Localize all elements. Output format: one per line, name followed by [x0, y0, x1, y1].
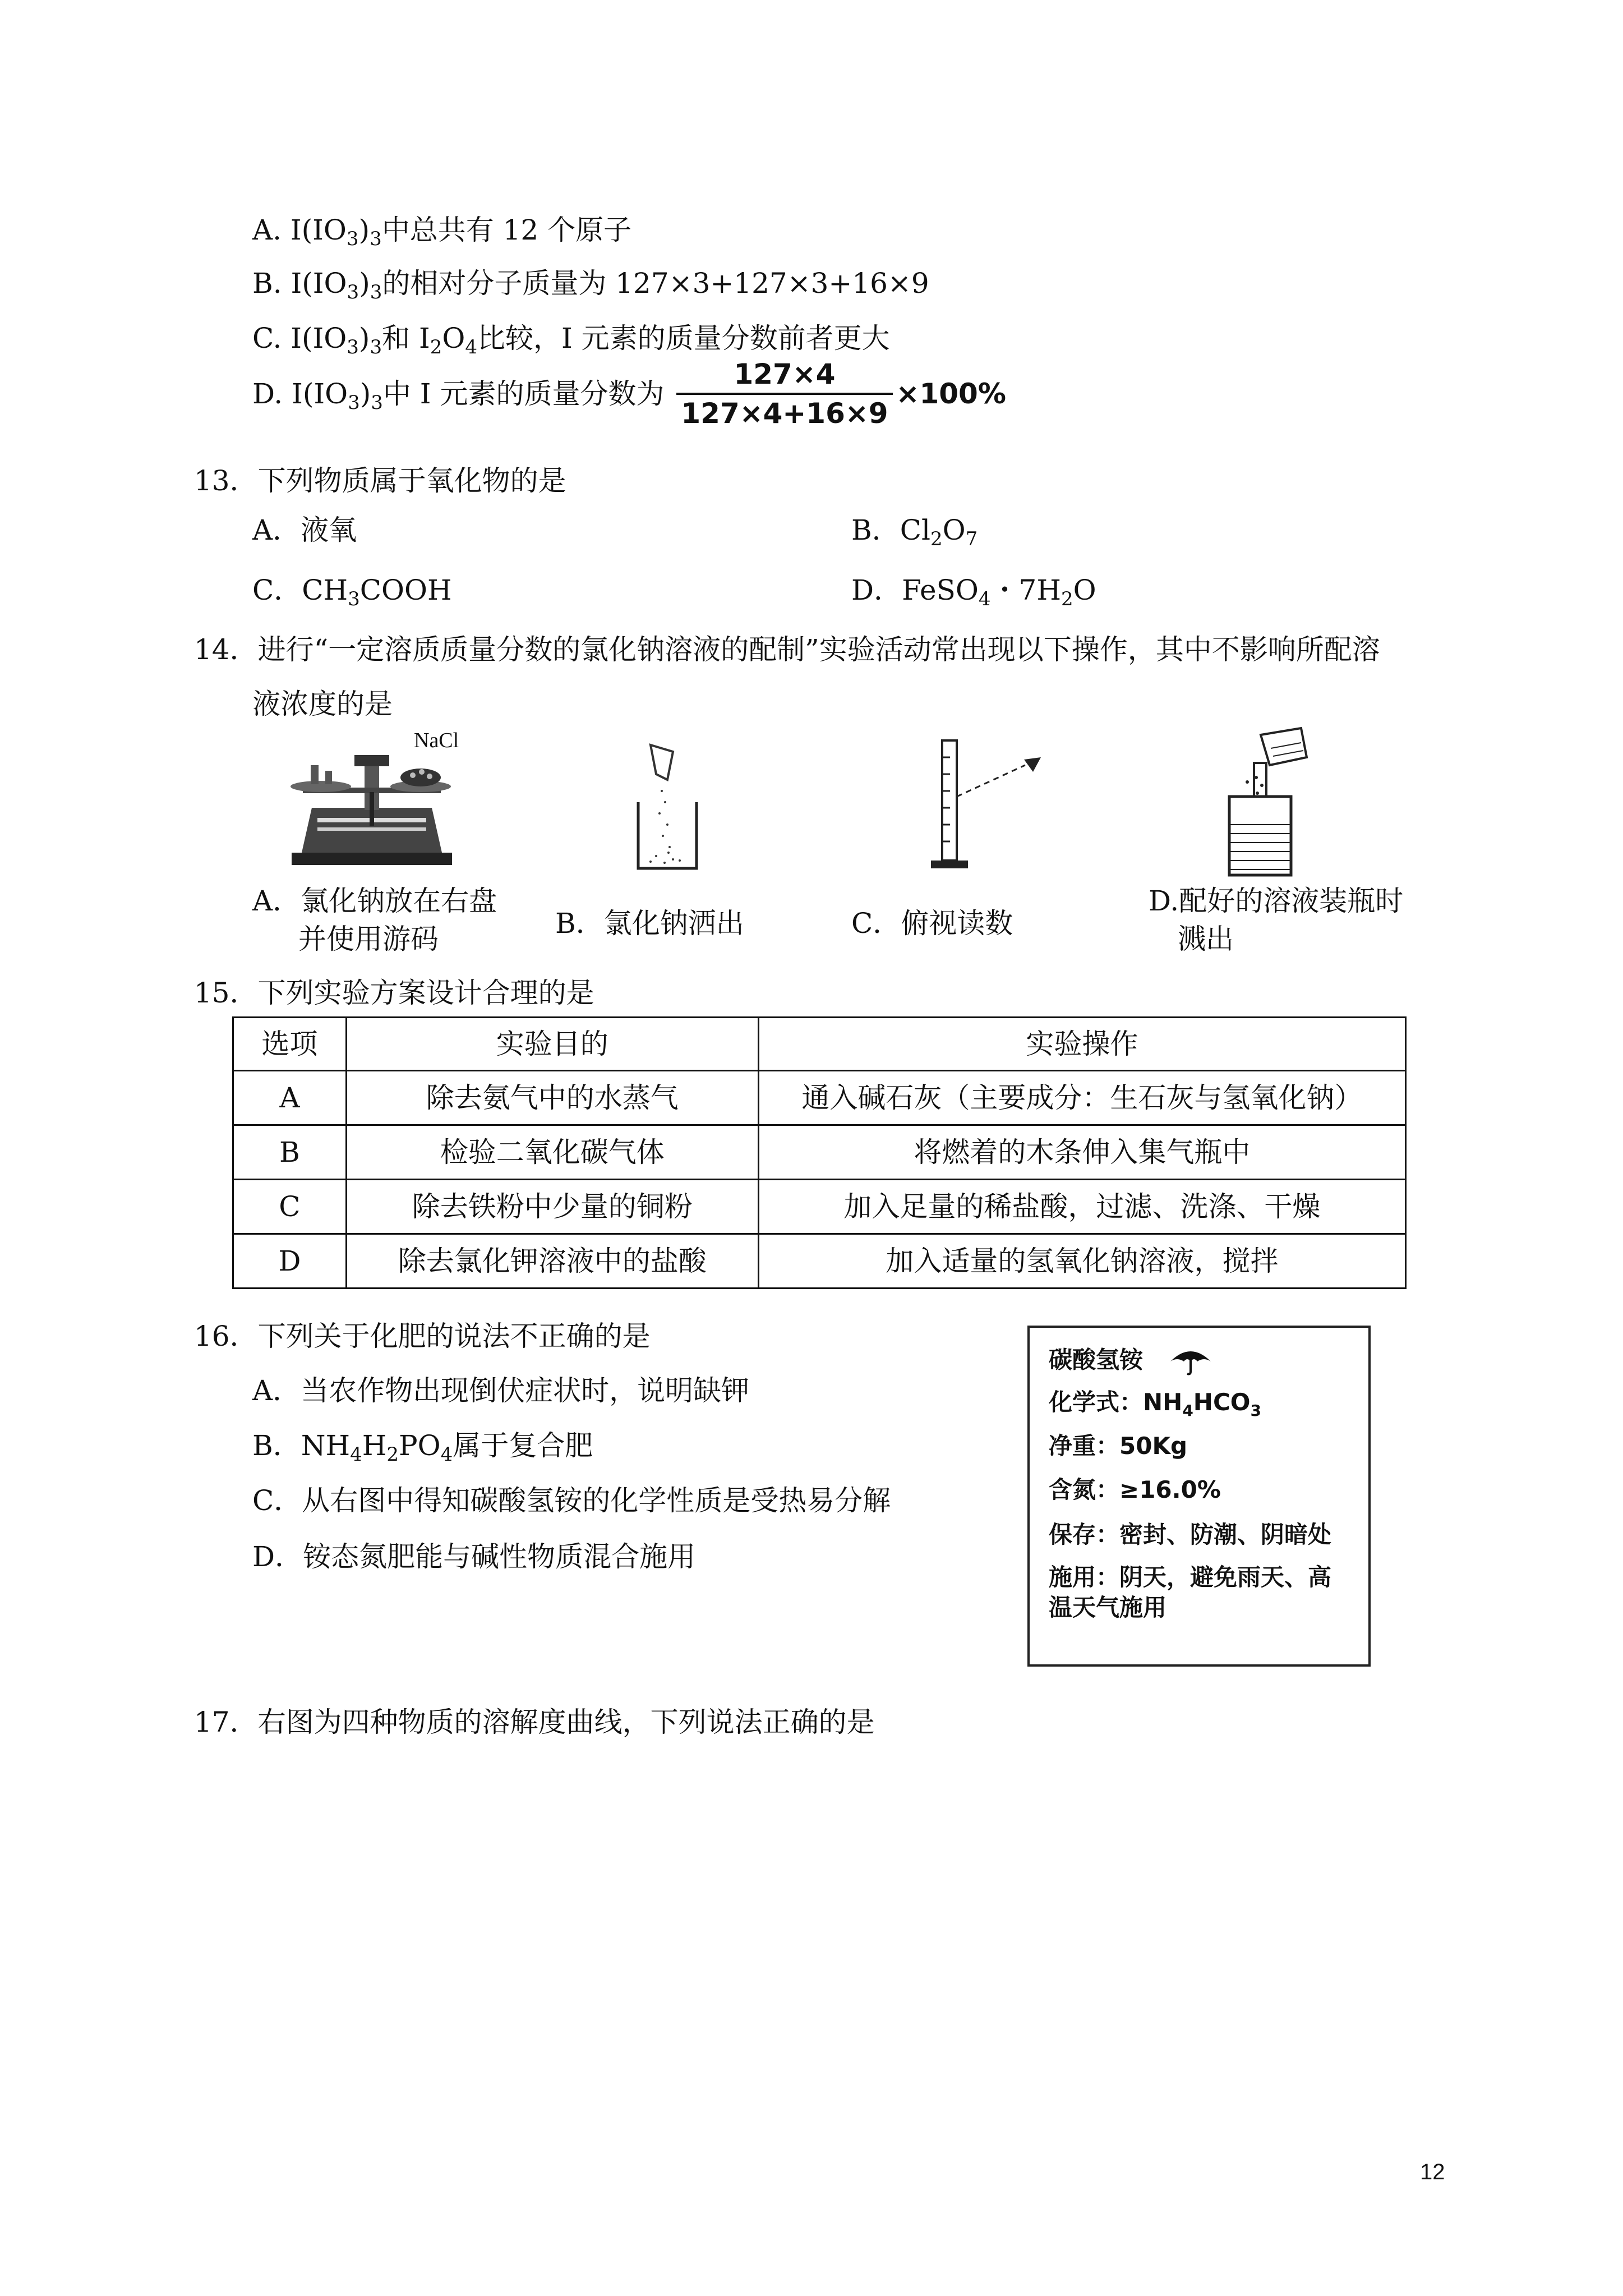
table-cell: 加入适量的氢氧化钠溶液，搅拌	[758, 1234, 1405, 1289]
label-weight: 净重：50Kg	[1049, 1432, 1188, 1460]
experiment-table	[232, 1016, 1407, 1289]
q13-option-c: C．$CH_3COOH$	[252, 574, 452, 610]
q17-stem: 17．右图为四种物质的溶解度曲线，下列说法正确的是	[194, 1706, 875, 1738]
table-cell: 通入碱石灰（主要成分：生石灰与氢氧化钠）	[758, 1071, 1405, 1125]
fraction-numerator: 127×4	[676, 360, 892, 395]
graduated-cylinder-figure	[931, 735, 1054, 875]
q13-option-b: B．$Cl_2O_7$	[851, 514, 978, 550]
table-header-cell: 实验操作	[758, 1018, 1405, 1071]
q14-stem-line1: 14．进行“一定溶质质量分数的氯化钠溶液的配制”实验活动常出现以下操作，其中不影响所配溶	[194, 633, 1380, 666]
table-cell: 加入足量的稀盐酸，过滤、洗涤、干燥	[758, 1180, 1405, 1234]
q12-option-d: D. $I(IO_3)_3$中 I 元素的质量分数为 $\frac{127\times 4}{127\times 4+16\times 9}$ ×100%	[252, 358, 1006, 430]
table-cell: 除去氨气中的水蒸气	[346, 1071, 758, 1125]
q12-option-b: B. $I(IO_3)_3$的相对分子质量为 127×3+127×3+16×9	[252, 267, 929, 303]
label-usage-line1: 施用：阴天，避免雨天、高	[1049, 1563, 1332, 1591]
table-header-row	[233, 1018, 1406, 1071]
fraction-suffix: ×100%	[896, 378, 1006, 410]
q16-option-d: D．铵态氮肥能与碱性物质混合施用	[252, 1540, 696, 1573]
q14-option-b: B．氯化钠洒出	[555, 907, 744, 940]
q12-option-a: A. $I(IO_3)_3$中总共有 12 个原子	[252, 214, 632, 250]
nacl-label: NaCl	[414, 729, 459, 752]
beaker-spill-figure	[634, 740, 701, 875]
q12-option-c: C. $I(IO_3)_3$和 $I_2O_4$比较，I 元素的质量分数前者更大	[252, 322, 890, 358]
q13-option-a: A．液氧	[252, 514, 357, 546]
label-title-row	[1049, 1347, 1213, 1376]
label-storage: 保存：密封、防潮、阴暗处	[1049, 1521, 1332, 1548]
table-cell: C	[233, 1180, 347, 1234]
mass-fraction-formula	[676, 358, 892, 430]
table-row	[233, 1125, 1406, 1180]
q13-stem: 13．下列物质属于氧化物的是	[194, 464, 566, 497]
table-cell: 除去氯化钾溶液中的盐酸	[346, 1234, 758, 1289]
fraction-denominator: 127×4+16×9	[681, 397, 888, 430]
q14-option-c: C．俯视读数	[851, 907, 1013, 940]
fertilizer-label-box	[1027, 1326, 1371, 1667]
umbrella-icon	[1168, 1347, 1213, 1376]
table-cell: D	[233, 1234, 347, 1289]
label-usage-line2: 温天气施用	[1049, 1594, 1167, 1621]
table-cell: 除去铁粉中少量的铜粉	[346, 1180, 758, 1234]
q14-option-a: A．氯化钠放在右盘 并使用游码	[252, 885, 497, 955]
table-cell: 将燃着的木条伸入集气瓶中	[758, 1125, 1405, 1180]
label-title: 碳酸氢铵	[1049, 1346, 1144, 1374]
table-row	[233, 1071, 1406, 1125]
table-cell: B	[233, 1125, 347, 1180]
table-header-cell: 选项	[233, 1018, 347, 1071]
q16-stem: 16．下列关于化肥的说法不正确的是	[194, 1320, 651, 1352]
q16-option-c: C．从右图中得知碳酸氢铵的化学性质是受热易分解	[252, 1484, 891, 1517]
page-number: 12	[1420, 2160, 1445, 2184]
q16-option-b: B．$NH_4H_2PO_4$属于复合肥	[252, 1429, 593, 1466]
q14-option-d: D.配好的溶液装瓶时 溅出	[1149, 885, 1404, 955]
table-header-cell: 实验目的	[346, 1018, 758, 1071]
table-row	[233, 1180, 1406, 1234]
q13-option-d: D．FeSO$_4$・$7H_2O$	[851, 574, 1096, 610]
label-nitrogen: 含氮：≥16.0%	[1049, 1476, 1221, 1503]
q15-stem: 15．下列实验方案设计合理的是	[194, 977, 594, 1009]
table-cell: A	[233, 1071, 347, 1125]
q14-stem-line2: 液浓度的是	[252, 688, 393, 720]
label-formula: 化学式：$NH_4HCO_3$	[1049, 1388, 1261, 1420]
table-row	[233, 1234, 1406, 1289]
table-cell: 检验二氧化碳气体	[346, 1125, 758, 1180]
bottle-splash-figure	[1223, 724, 1318, 881]
q16-option-a: A．当农作物出现倒伏症状时，说明缺钾	[252, 1374, 750, 1407]
balance-scale-figure	[286, 724, 459, 875]
